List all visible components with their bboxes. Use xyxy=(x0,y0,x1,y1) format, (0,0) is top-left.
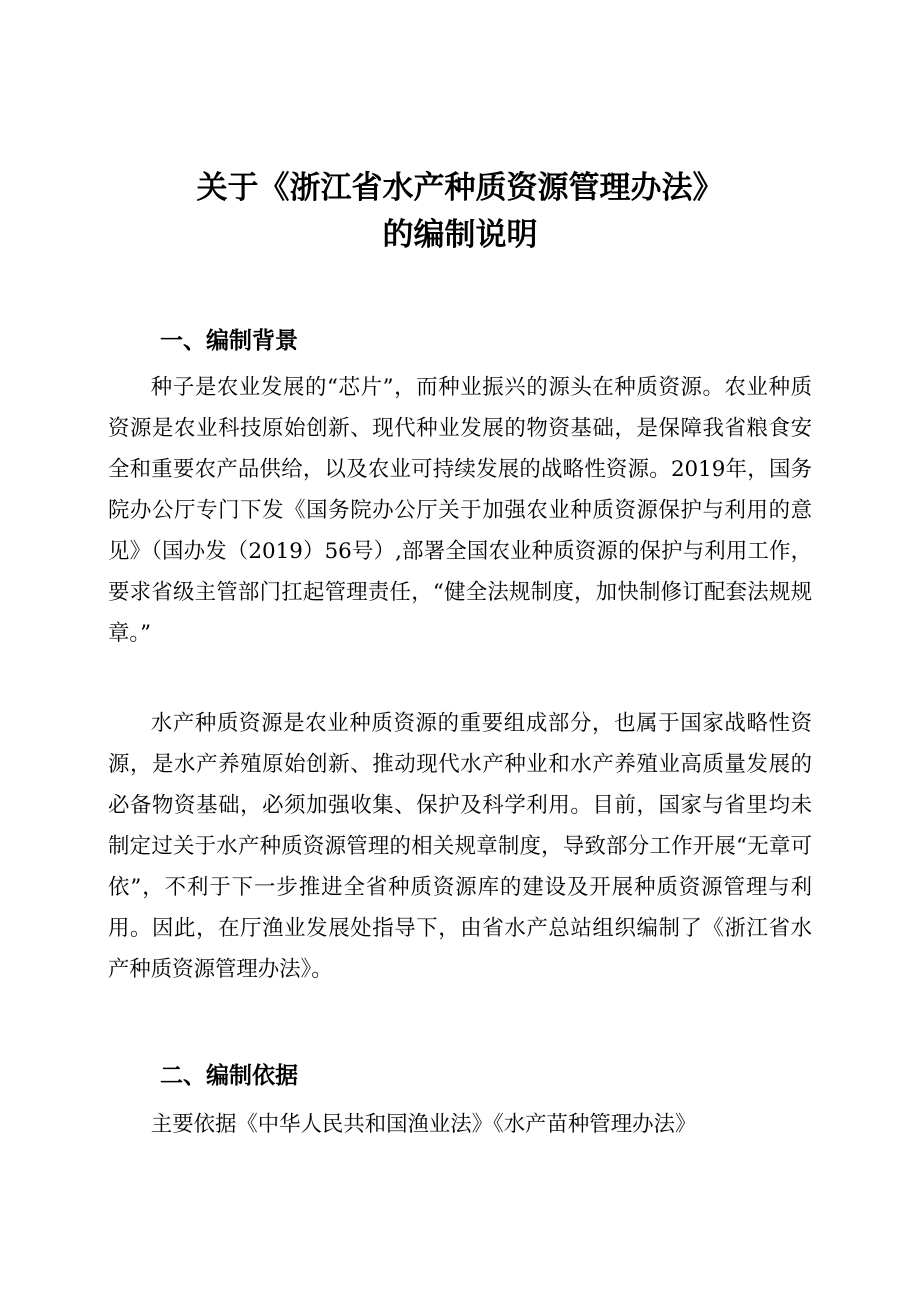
section-heading-background: 一、编制背景 xyxy=(160,328,298,354)
document-title-line-1: 关于《浙江省水产种质资源管理办法》 xyxy=(196,170,724,206)
paragraph-background-1: 种子是农业发展的“芯片”，而种业振兴的源头在种质资源。农业种质资源是农业科技原始创新、现代种业发展的物资基础，是保障我省粮食安全和重要农产品供给，以及农业可持续发展的战略性资源。2019年，国务院办公厅专门下发《国务院办公厅关于加强农业种质资源保护与利用的意见》（国办发（2019）56号）,部署全国农业种质资源的保护与利用工作，要求省级主管部门扛起管理责任，“健全法规制度，加快制修订配套法规规章。” xyxy=(108,375,812,646)
document-title-line-2: 的编制说明 xyxy=(382,217,538,253)
section-heading-basis: 二、编制依据 xyxy=(160,1063,298,1089)
paragraph-background-2: 水产种质资源是农业种质资源的重要组成部分，也属于国家战略性资源，是水产养殖原始创新、推动现代水产种业和水产养殖业高质量发展的必备物资基础，必须加强收集、保护及科学利用。目前，国家与省里均未制定过关于水产种质资源管理的相关规章制度，导致部分工作开展“无章可依”，不利于下一步推进全省种质资源库的建设及开展种质资源管理与利用。因此，在厅渔业发展处指导下，由省水产总站组织编制了《浙江省水产种质资源管理办法》。 xyxy=(108,711,812,982)
paragraph-basis-1: 主要依据《中华人民共和国渔业法》《水产苗种管理办法》 xyxy=(150,1112,697,1137)
